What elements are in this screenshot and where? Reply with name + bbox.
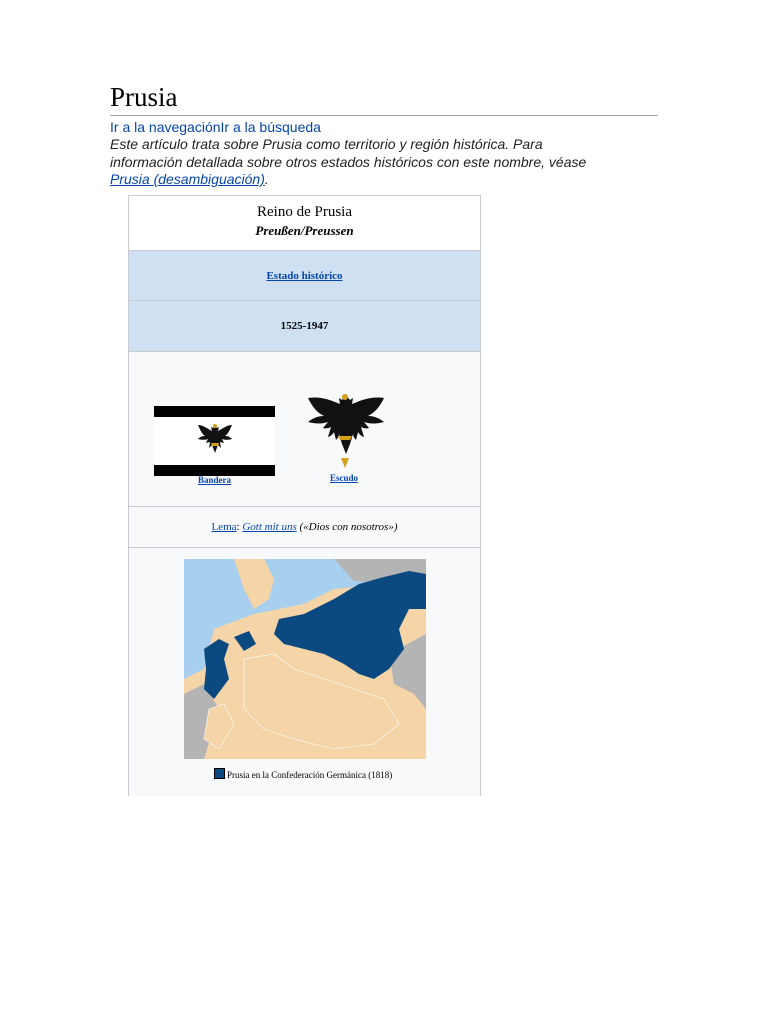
motto-label-link[interactable]: Lema bbox=[211, 521, 237, 533]
jump-to-navigation-link[interactable]: Ir a la navegación bbox=[110, 119, 221, 135]
infobox-map-row bbox=[129, 548, 480, 796]
coat-of-arms-caption bbox=[330, 473, 358, 483]
infobox bbox=[128, 195, 481, 796]
flag-eagle-icon bbox=[194, 421, 236, 461]
prussia-map-image[interactable] bbox=[184, 559, 426, 759]
coat-of-arms-icon[interactable] bbox=[306, 392, 384, 472]
infobox-symbols bbox=[129, 352, 480, 507]
jump-to-search-link[interactable]: Ir a la búsqueda bbox=[220, 119, 321, 135]
hatnote-end: . bbox=[264, 171, 269, 187]
historic-state-link[interactable]: Estado histórico bbox=[266, 270, 343, 282]
hatnote-text: Este artículo trata sobre Prusia como territorio y región histórica. Para información detallada sobre otros estados históricos con este nombre, véase bbox=[110, 136, 587, 170]
flag-link[interactable]: Bandera bbox=[198, 475, 232, 485]
infobox-native-name: Preußen/Preussen bbox=[255, 223, 354, 238]
hatnote bbox=[110, 136, 610, 189]
map-legend-text: Prusia en la Confederación Germánica (1818) bbox=[227, 770, 393, 780]
motto-translation: («Dios con nosotros») bbox=[299, 521, 398, 533]
map-legend bbox=[214, 768, 392, 780]
title-divider bbox=[110, 115, 658, 116]
infobox-name: Reino de Prusia bbox=[257, 204, 352, 220]
motto-separator: : bbox=[236, 521, 240, 533]
page-title: Prusia bbox=[110, 82, 178, 112]
flag-caption bbox=[198, 475, 231, 485]
coat-of-arms-link[interactable]: Escudo bbox=[330, 473, 359, 483]
infobox-type-row bbox=[129, 251, 480, 301]
legend-swatch-icon bbox=[214, 768, 225, 779]
infobox-years: 1525-1947 bbox=[129, 301, 480, 352]
flag-top-stripe bbox=[154, 406, 275, 417]
infobox-header bbox=[129, 196, 480, 251]
motto-link[interactable]: Gott mit uns bbox=[242, 521, 297, 533]
disambiguation-link[interactable]: Prusia (desambiguación) bbox=[110, 171, 265, 187]
infobox-motto bbox=[129, 507, 480, 548]
jump-links bbox=[110, 119, 321, 135]
flag-image[interactable] bbox=[154, 406, 275, 476]
